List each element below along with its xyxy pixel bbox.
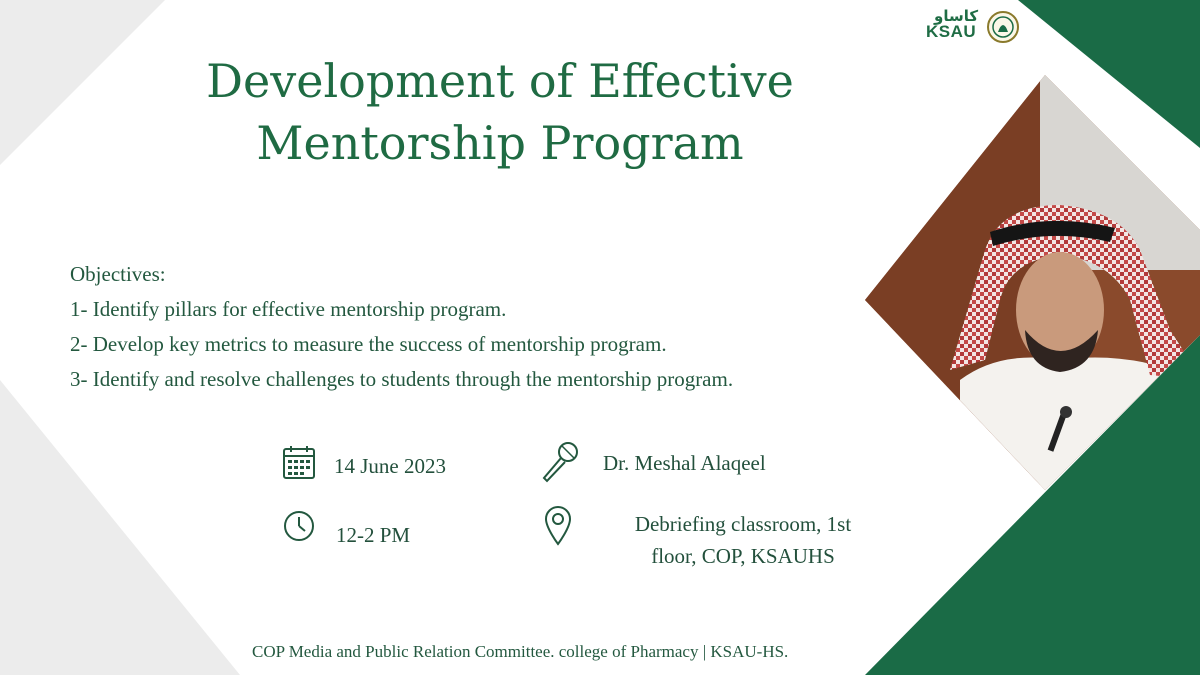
event-title (150, 50, 850, 174)
event-date: 14 June 2023 (334, 454, 446, 478)
objective-item: 2- Develop key metrics to measure the success of mentorship program. (70, 332, 667, 356)
calendar-icon (282, 444, 316, 480)
event-time: 12-2 PM (336, 523, 411, 547)
location-line-1: Debriefing classroom, 1st (634, 512, 852, 536)
event-location (596, 508, 890, 572)
footer-credits: COP Media and Public Relation Committee. college of Pharmacy | KSAU-HS. (252, 642, 789, 661)
objectives-section (70, 257, 930, 397)
microphone-icon (538, 440, 580, 484)
logo-seal-icon (986, 10, 1020, 44)
title-line-2: Mentorship Program (256, 116, 744, 170)
objectives-heading: Objectives: (70, 262, 166, 286)
title-line-1: Development of Effective (206, 54, 794, 108)
location-line-2: floor, COP, KSAUHS (651, 544, 835, 568)
clock-icon (283, 510, 315, 542)
location-pin-icon (543, 504, 573, 546)
objective-item: 1- Identify pillars for effective mentorship program. (70, 297, 507, 321)
ksau-logo (924, 8, 1028, 48)
logo-latin-text: KSAU (926, 22, 977, 41)
speaker-name: Dr. Meshal Alaqeel (603, 451, 766, 475)
objective-item: 3- Identify and resolve challenges to students through the mentorship program. (70, 367, 734, 391)
logo-arabic-text: كاساو (934, 7, 979, 25)
